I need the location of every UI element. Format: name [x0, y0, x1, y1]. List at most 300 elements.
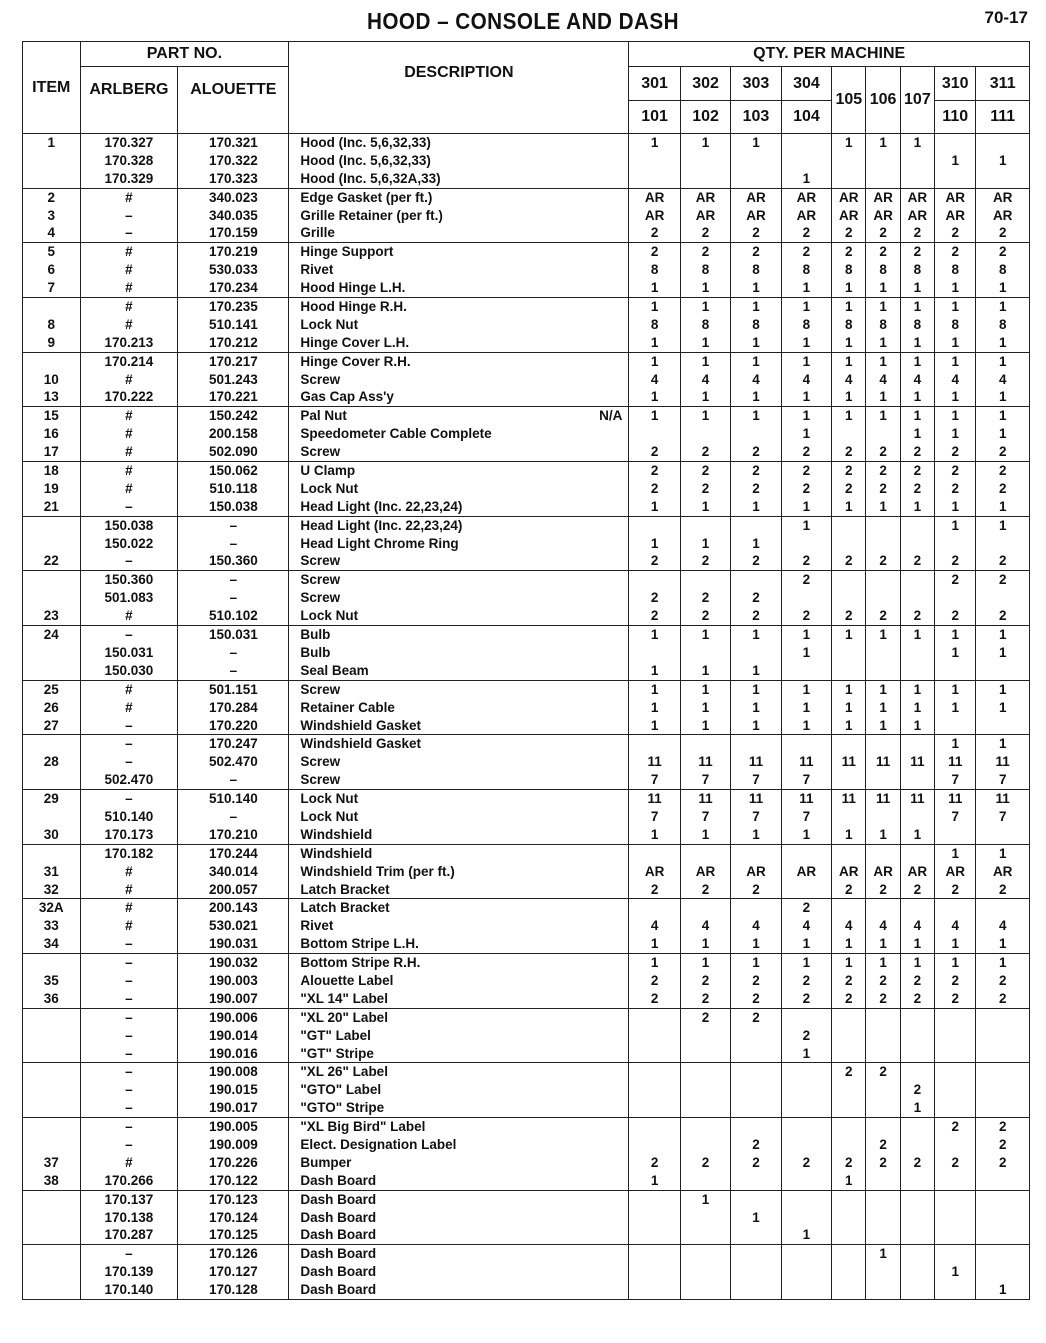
qty-value: 1	[701, 135, 710, 150]
qty-value: 1	[650, 299, 659, 315]
qty-value: 1	[845, 280, 853, 296]
description-line	[289, 243, 628, 261]
description-line	[289, 371, 628, 389]
table-row	[23, 899, 1030, 954]
qty-value	[782, 1136, 831, 1154]
qty-value: 11	[948, 791, 963, 807]
qty-cell	[731, 1008, 781, 1063]
qty-value: 1	[879, 717, 887, 733]
qty-value: 1	[879, 280, 887, 296]
qty-cell	[866, 298, 900, 353]
qty-cell	[935, 844, 976, 899]
description-line	[289, 935, 628, 953]
qty-cell	[935, 134, 976, 189]
qty-value: 7	[998, 772, 1007, 788]
qty-cell	[731, 462, 781, 517]
qty-value	[901, 1281, 934, 1299]
arlberg-cell	[80, 243, 178, 298]
qty-value	[629, 1027, 679, 1045]
qty-value: AR	[839, 189, 859, 205]
qty-value	[866, 1027, 899, 1045]
qty-cell	[900, 571, 934, 626]
qty-cell	[832, 844, 866, 899]
alouette-cell	[178, 735, 289, 790]
qty-value: 1	[913, 299, 922, 315]
qty-value: 2	[802, 225, 811, 241]
qty-value: 2	[998, 444, 1007, 460]
qty-cell	[731, 298, 781, 353]
qty-value: 2	[951, 990, 959, 1006]
qty-cell	[935, 680, 976, 735]
item-cell	[23, 571, 81, 626]
item-number: 33	[43, 918, 59, 934]
qty-value: 2	[650, 225, 659, 241]
description-line	[289, 261, 628, 279]
qty-cell	[935, 790, 976, 845]
alouette-part: 200.143	[208, 900, 258, 916]
qty-value: 1	[951, 1264, 959, 1280]
qty-cell	[832, 462, 866, 517]
qty-value: AR	[945, 189, 965, 205]
item-cell	[23, 844, 81, 899]
description-cell	[289, 243, 629, 298]
qty-cell	[900, 462, 934, 517]
qty-cell	[866, 790, 900, 845]
qty-value	[629, 425, 679, 443]
qty-value: 2	[752, 1136, 760, 1152]
qty-cell	[900, 516, 934, 571]
qty-cell	[976, 1190, 1030, 1245]
qty-cell	[976, 1063, 1030, 1118]
qty-cell	[680, 243, 730, 298]
qty-value	[731, 644, 780, 662]
qty-value: 4	[879, 371, 887, 387]
qty-value	[935, 717, 975, 735]
arlberg-part: 170.329	[104, 170, 154, 186]
qty-value: AR	[992, 189, 1013, 205]
qty-value	[782, 1099, 831, 1117]
description-line	[289, 899, 628, 917]
qty-cell	[976, 462, 1030, 517]
qty-value	[782, 1063, 831, 1081]
table-row	[23, 1063, 1030, 1118]
qty-value	[901, 1136, 934, 1154]
qty-value	[866, 644, 899, 662]
qty-cell	[976, 134, 1030, 189]
qty-value: 1	[845, 627, 853, 643]
qty-value	[866, 571, 899, 589]
arlberg-part: #	[125, 681, 133, 697]
qty-value: 1	[913, 699, 922, 715]
qty-value: AR	[644, 863, 665, 879]
qty-cell	[781, 243, 831, 298]
qty-value: 1	[802, 389, 811, 405]
arlberg-part: –	[125, 1246, 133, 1262]
qty-cell	[866, 1118, 900, 1191]
qty-value: 4	[802, 918, 811, 934]
alouette-cell	[178, 243, 289, 298]
alouette-cell	[178, 188, 289, 243]
qty-value	[935, 1281, 975, 1299]
machine-header: 105	[832, 67, 866, 134]
arlberg-part: –	[125, 1009, 133, 1025]
qty-value: 1	[998, 426, 1007, 442]
row-group	[23, 1063, 1030, 1118]
description-cell	[289, 571, 629, 626]
qty-value	[866, 1263, 899, 1281]
qty-value: 1	[879, 334, 887, 350]
qty-value: 1	[951, 736, 959, 752]
alouette-part: 170.127	[208, 1264, 258, 1280]
qty-value: AR	[695, 189, 716, 205]
qty-value: 1	[752, 299, 760, 315]
qty-value: 2	[845, 1154, 853, 1170]
qty-value: 2	[879, 553, 887, 569]
qty-value: 8	[951, 316, 959, 332]
qty-value: 2	[701, 990, 710, 1006]
qty-value	[782, 1172, 831, 1190]
qty-cell	[866, 134, 900, 189]
qty-cell	[935, 899, 976, 954]
qty-cell	[900, 1063, 934, 1118]
qty-value	[782, 1118, 831, 1136]
item-number: 28	[43, 754, 59, 770]
item-number: 31	[43, 863, 59, 879]
item-number	[23, 1263, 80, 1281]
qty-value	[976, 1263, 1029, 1281]
qty-cell	[781, 626, 831, 681]
qty-value: 1	[752, 681, 760, 697]
qty-value: 1	[701, 1191, 710, 1207]
qty-value	[935, 1045, 975, 1063]
qty-value: 1	[802, 936, 811, 952]
qty-value	[901, 170, 934, 188]
qty-value	[935, 1245, 975, 1263]
qty-value	[866, 425, 899, 443]
qty-value	[976, 1009, 1029, 1027]
qty-value: 2	[913, 881, 922, 897]
alouette-part: 170.321	[208, 135, 258, 150]
qty-value: 2	[913, 990, 922, 1006]
qty-value	[866, 845, 899, 863]
qty-value	[629, 1226, 679, 1244]
alouette-part: 190.003	[208, 972, 258, 988]
alouette-part: 190.007	[208, 990, 258, 1006]
item-number	[23, 589, 80, 607]
qty-value: 1	[752, 353, 760, 369]
qty-value: 1	[752, 135, 760, 150]
table-row	[23, 954, 1030, 1009]
qty-cell	[731, 680, 781, 735]
alouette-cell	[178, 352, 289, 407]
qty-cell	[629, 1118, 680, 1191]
description-text: Grille Retainer (per ft.)	[300, 207, 443, 223]
qty-value: 2	[998, 881, 1007, 897]
qty-value	[731, 1118, 780, 1136]
qty-value: 11	[910, 791, 925, 807]
alouette-part: 170.235	[208, 299, 258, 315]
qty-value: 2	[701, 1009, 710, 1025]
qty-value: 2	[845, 225, 853, 241]
arlberg-part: #	[125, 371, 133, 387]
description-line	[289, 189, 628, 207]
qty-cell	[680, 407, 730, 462]
description-line	[289, 662, 628, 680]
description-text: Lock Nut	[300, 316, 359, 332]
alouette-part: 510.118	[209, 480, 258, 496]
qty-cell	[731, 407, 781, 462]
description-text: "XL 26" Label	[300, 1064, 388, 1080]
qty-cell	[976, 571, 1030, 626]
qty-value: 2	[802, 244, 811, 260]
item-cell	[23, 899, 81, 954]
description-line	[289, 152, 628, 170]
qty-cell	[731, 134, 781, 189]
qty-value: 1	[951, 845, 959, 861]
qty-value: 1	[913, 826, 922, 842]
qty-value	[681, 1209, 730, 1227]
arlberg-cell	[80, 1245, 178, 1300]
qty-value	[866, 1226, 899, 1244]
item-cell	[23, 790, 81, 845]
qty-value: 2	[879, 480, 887, 496]
row-group	[23, 1118, 1030, 1191]
alouette-cell	[178, 298, 289, 353]
qty-value: 2	[879, 444, 887, 460]
description-text: Screw	[300, 754, 341, 770]
qty-value	[901, 1172, 934, 1190]
qty-cell	[781, 1190, 831, 1245]
description-cell	[289, 735, 629, 790]
qty-value	[866, 589, 899, 607]
arlberg-part: #	[125, 918, 133, 934]
qty-value	[681, 1245, 730, 1263]
qty-cell	[680, 298, 730, 353]
description-cell	[289, 1063, 629, 1118]
description-text: Speedometer Cable Complete	[300, 426, 492, 442]
arlberg-cell	[80, 1063, 178, 1118]
qty-value: 2	[845, 881, 853, 897]
description-cell	[289, 899, 629, 954]
qty-value: 1	[913, 627, 922, 643]
qty-value	[976, 717, 1029, 735]
arlberg-cell	[80, 790, 178, 845]
arlberg-part: –	[125, 207, 133, 223]
qty-value	[976, 1245, 1029, 1263]
qty-value	[866, 535, 899, 553]
qty-cell	[832, 134, 866, 189]
qty-cell	[935, 571, 976, 626]
qty-value: AR	[907, 189, 928, 205]
qty-value: 2	[845, 990, 853, 1006]
qty-cell	[781, 462, 831, 517]
description-line	[289, 170, 628, 188]
qty-value	[901, 535, 934, 553]
description-text: Edge Gasket (per ft.)	[300, 189, 433, 205]
arlberg-part: 170.328	[104, 152, 154, 168]
qty-value: 1	[701, 699, 710, 715]
qty-value	[866, 1209, 899, 1227]
arlberg-part: –	[125, 736, 133, 752]
qty-value	[782, 1191, 831, 1209]
qty-value: 11	[647, 791, 662, 807]
alouette-part: 170.210	[208, 826, 258, 842]
qty-value	[901, 1063, 934, 1081]
description-line	[289, 1172, 628, 1190]
qty-value: 2	[701, 1154, 710, 1170]
description-text: Bumper	[300, 1154, 352, 1170]
qty-value: 1	[752, 936, 760, 952]
description-text: Lock Nut	[300, 791, 359, 807]
alouette-part: 170.159	[208, 225, 258, 241]
qty-cell	[832, 243, 866, 298]
qty-value: 4	[845, 918, 853, 934]
qty-value	[935, 589, 975, 607]
description-text: Alouette Label	[300, 972, 394, 988]
alouette-part: 170.124	[208, 1209, 258, 1225]
description-line	[289, 735, 628, 753]
qty-value: 2	[998, 1136, 1007, 1152]
qty-value	[901, 517, 934, 535]
qty-value: 8	[998, 262, 1007, 278]
qty-value: 2	[701, 444, 710, 460]
arlberg-part: –	[125, 1100, 133, 1116]
qty-value: 2	[802, 608, 811, 624]
description-text: "GTO" Stripe	[300, 1100, 385, 1116]
qty-value: 2	[879, 1154, 887, 1170]
qty-cell	[731, 1190, 781, 1245]
qty-value	[976, 1226, 1029, 1244]
arlberg-part: #	[125, 881, 133, 897]
arlberg-header: ARLBERG	[80, 67, 178, 134]
arlberg-part: 170.287	[104, 1227, 154, 1243]
description-line	[289, 845, 628, 863]
qty-value: 1	[998, 845, 1007, 861]
qty-value	[901, 644, 934, 662]
qty-value: 1	[802, 517, 811, 533]
qty-value: 7	[998, 808, 1007, 824]
qty-value	[782, 1281, 831, 1299]
alouette-part: 200.158	[208, 426, 258, 442]
page-number: 70-17	[984, 8, 1028, 27]
qty-cell	[629, 1008, 680, 1063]
qty-value	[976, 1045, 1029, 1063]
qty-value: 1	[752, 408, 760, 424]
qty-value	[901, 1245, 934, 1263]
qty-value: 2	[802, 444, 811, 460]
qty-value	[782, 881, 831, 899]
row-group	[23, 407, 1030, 462]
qty-cell	[832, 407, 866, 462]
table-row	[23, 844, 1030, 899]
arlberg-part: –	[125, 1064, 133, 1080]
qty-value: 1	[701, 334, 710, 350]
qty-value: 8	[879, 262, 887, 278]
qty-value: 2	[701, 480, 710, 496]
qty-value: 2	[913, 1082, 922, 1098]
alouette-cell	[178, 571, 289, 626]
qty-value: AR	[746, 189, 766, 205]
qty-value	[832, 535, 865, 553]
item-number	[23, 170, 80, 188]
qty-value: 4	[913, 371, 922, 387]
qty-value: 4	[879, 918, 887, 934]
qty-value	[935, 535, 975, 553]
description-line	[289, 1154, 628, 1172]
row-group	[23, 790, 1030, 845]
qty-value	[901, 1045, 934, 1063]
qty-value	[866, 1045, 899, 1063]
description-cell	[289, 1190, 629, 1245]
description-text: Hinge Cover L.H.	[300, 334, 410, 350]
alouette-part: –	[229, 644, 238, 660]
machine-header: 101	[629, 101, 680, 134]
qty-value: 1	[752, 662, 760, 678]
qty-value: 4	[650, 371, 659, 387]
item-number	[23, 735, 80, 753]
qty-value: AR	[945, 207, 965, 223]
qty-value: AR	[992, 207, 1013, 223]
qty-cell	[680, 735, 730, 790]
qty-value: 1	[650, 334, 659, 350]
qty-value: 2	[752, 1009, 760, 1025]
description-line	[289, 589, 628, 607]
qty-value: 2	[701, 244, 710, 260]
qty-value	[832, 1209, 865, 1227]
description-text: "XL 14" Label	[300, 990, 388, 1006]
qty-value: 1	[845, 408, 853, 424]
qty-value: 2	[951, 244, 959, 260]
qty-value: 2	[845, 480, 853, 496]
qty-value: 2	[752, 608, 760, 624]
qty-value: 4	[650, 918, 659, 934]
qty-value: 8	[650, 316, 659, 332]
item-cell	[23, 954, 81, 1009]
qty-value: 1	[650, 353, 659, 369]
qty-value: 1	[802, 498, 811, 514]
qty-cell	[900, 626, 934, 681]
arlberg-part: –	[125, 754, 133, 770]
item-number	[23, 535, 80, 553]
qty-value: AR	[644, 207, 665, 223]
item-number	[23, 571, 80, 589]
qty-value: 1	[802, 353, 811, 369]
qty-cell	[731, 899, 781, 954]
qty-value: 2	[998, 225, 1007, 241]
description-line	[289, 571, 628, 589]
qty-cell	[900, 680, 934, 735]
item-number	[23, 1118, 80, 1136]
row-group	[23, 844, 1030, 899]
machine-header: 302	[680, 67, 730, 101]
qty-value: 1	[913, 936, 922, 952]
qty-value	[901, 899, 934, 917]
description-text: Lock Nut	[300, 808, 359, 824]
qty-cell	[866, 844, 900, 899]
arlberg-cell	[80, 352, 178, 407]
item-cell	[23, 1245, 81, 1300]
qty-value	[832, 1118, 865, 1136]
alouette-part: 170.323	[208, 170, 258, 186]
qty-value	[782, 845, 831, 863]
arlberg-part: 170.173	[104, 826, 154, 842]
qty-value	[976, 134, 1029, 152]
qty-value	[935, 170, 975, 188]
machine-header: 104	[781, 101, 831, 134]
qty-cell	[629, 188, 680, 243]
qty-value: 2	[913, 972, 922, 988]
qty-value: 2	[879, 990, 887, 1006]
